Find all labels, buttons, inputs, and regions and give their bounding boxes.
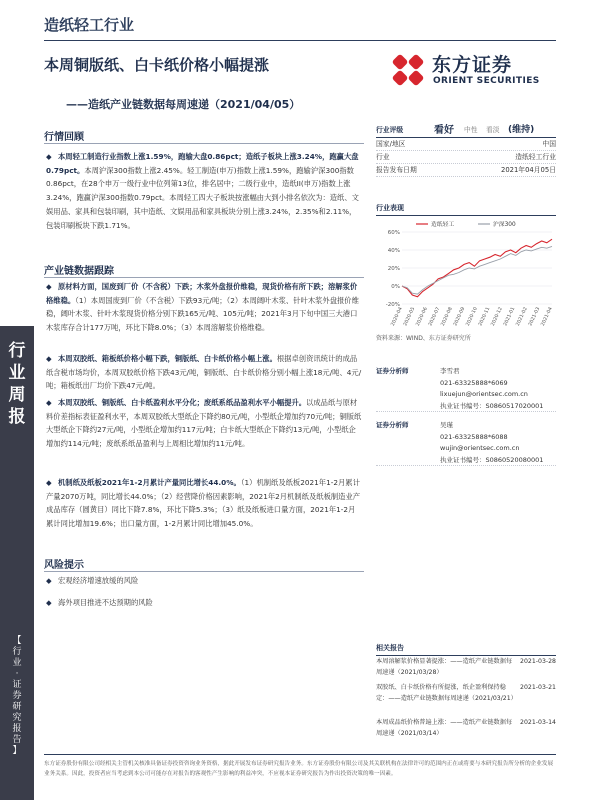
review-lead: 本周轻工制造行业指数上涨1.59%，跑输大盘0.86pct；造纸子板块上涨3.24%，跑赢大盘0.79pct。 [46,152,359,175]
chain-paragraph-1 [46,280,362,335]
analyst-cert: 执业证书编号：S0860520080001 [440,455,544,464]
side-foot-label [0,636,34,757]
chain-lead: 原材料方面，国废到厂价（不含税）下跌；木浆外盘报价维稳，现货价格有所下跌；溶解浆价格维稳。 [46,282,358,305]
analyst-row [376,432,556,444]
section-rule [44,277,364,278]
meta-key: 报告发布日期 [376,166,417,174]
meta-value: 造纸轻工行业 [515,153,556,161]
meta-key: 行业 [376,153,390,161]
risk-item [46,574,362,588]
chain-paragraph-4 [46,476,362,531]
related-report-date: 2021-03-28 [520,658,556,665]
related-report-date: 2021-03-21 [520,684,556,691]
analyst-card [376,420,556,466]
bullet-icon: ◆ [46,282,52,291]
analyst-row [376,443,556,455]
analyst-role: 证券分析师 [376,421,409,429]
performance-chart [376,216,556,334]
y-tick-label: 0% [391,284,400,290]
meta-row [376,151,556,164]
rating-label: 行业评级 [376,125,404,134]
x-tick-label: 2020-10 [465,306,479,328]
meta-value: 中国 [542,140,556,148]
rating-value: 看好 [434,125,454,136]
x-tick-label: 2021-04 [540,306,554,328]
risk-text: 海外项目推进不达预期的风险 [58,598,153,607]
brand-name-en: ORIENT SECURITIES [433,76,540,86]
bullet-icon: ◆ [46,478,52,487]
y-tick-label: 60% [387,230,400,236]
risk-item [46,596,362,610]
rating-box [376,120,556,177]
chart-source: 资料来源：WIND、东方证券研究所 [376,335,471,342]
bullet-icon: ◆ [46,354,52,363]
x-tick-label: 2020-12 [490,306,504,328]
analyst-email[interactable]: lixuejun@orientsec.com.cn [440,390,528,398]
analyst-cert: 执业证书编号：S0860517020001 [440,401,544,410]
header-divider [44,40,556,41]
section-rule [44,571,364,572]
analyst-row [376,401,556,413]
chain-text: （1）本周国废到厂价（不含税）下跌93元/吨；（2）本周阔叶木浆、针叶木浆外盘报价维稳，阔叶木浆、针叶木浆现货价格分别下跌165元/吨、105元/吨；2021年3月下旬中国三大港口木浆库存合计177万吨，环比下降8.0%；（3）本周溶解浆价格维稳。 [46,295,359,333]
chain-lead: 机制纸及纸板2021年1-2月累计产量同比增长44.0%。 [58,478,241,487]
chain-text: 根据卓创资讯统计的成品纸含税市场均价，本周双胶纸价格下跌43元/吨，铜版纸、白卡纸价格分别小幅上涨18元/吨、4元/吨；箱板纸出厂均价下跌47元/吨。 [46,354,362,391]
side-tab-label [0,340,34,428]
related-report[interactable] [376,656,556,678]
meta-key: 国家/地区 [376,140,406,148]
y-tick-label: 20% [387,266,400,272]
series-line-1 [402,246,552,294]
bullet-icon: ◆ [46,576,52,585]
side-tab-text: 行 业 周 报 [8,341,26,427]
x-tick-label: 2021-02 [515,306,529,328]
report-subtitle: ——造纸产业链数据每周速递（2021/04/05） [66,98,301,111]
rating-bearish: 看淡 [486,125,500,134]
analyst-row [376,389,556,401]
rating-keep: (维持) [508,125,535,135]
related-report-date: 2021-03-14 [520,719,556,726]
section-rule [44,143,364,144]
x-tick-label: 2020-04 [390,306,404,328]
analyst-card [376,366,556,412]
x-tick-label: 2021-03 [528,306,542,328]
bullet-icon: ◆ [46,598,52,607]
analyst-row [376,455,556,467]
analyst-role: 证券分析师 [376,367,409,375]
section-title-review: 行情回顾 [44,132,84,143]
section-title-risk: 风险提示 [44,560,84,571]
bullet-icon: ◆ [46,398,52,407]
legend-label: 造纸轻工 [431,222,455,228]
analyst-email[interactable]: wujin@orientsec.com.cn [440,444,520,452]
rating-neutral: 中性 [464,125,478,134]
analyst-name: 吴瑾 [440,421,453,429]
brand-name-cn: 东方证券 [432,54,513,76]
x-tick-label: 2021-01 [503,306,517,328]
related-report[interactable] [376,717,556,739]
meta-row [376,138,556,151]
x-tick-label: 2020-09 [453,306,467,328]
chain-text: 以成品纸与原材料价差指标表征盈利水平，本周双胶纸大型纸企下降约80元/吨，小型纸企增加约70元/吨；铜版纸大型纸企下降约27元/吨，小型纸企增加约117元/吨；白卡纸大型纸企下降约13元/吨，小型纸企增加约114元/吨；废纸系纸品盈利与上周相比增加约11元/吨。 [46,398,362,449]
analyst-phone: 021-63325888*6088 [440,432,508,441]
related-title: 相关报告 [376,643,556,656]
x-tick-label: 2020-11 [478,306,492,328]
performance-title: 行业表现 [376,203,556,216]
analyst-row [376,378,556,390]
analyst-row [376,366,556,378]
x-tick-label: 2020-08 [440,306,454,328]
related-report[interactable] [376,682,556,704]
chain-paragraph-3 [46,396,362,451]
analyst-phone: 021-63325888*6069 [440,378,508,387]
x-tick-label: 2020-05 [403,306,417,328]
review-paragraph [46,150,362,232]
related-report-title[interactable]: 本周成品纸价格普遍上涨：——造纸产业链数据每周速递（2021/03/14） [376,719,513,737]
disclaimer-divider [44,754,556,755]
chain-lead: 本周双胶纸、铜版纸、白卡纸盈利水平分化；废纸系纸品盈利水平小幅提升。 [58,398,307,407]
analyst-name: 李雪君 [440,367,460,375]
legend-label: 沪深300 [493,222,516,228]
risk-text: 宏观经济增速放缓的风险 [58,576,139,585]
y-tick-label: 40% [387,248,400,254]
chain-lead: 本周双胶纸、箱板纸价格小幅下跌，铜版纸、白卡纸价格小幅上涨。 [58,354,277,363]
meta-row [376,164,556,177]
report-title: 本周铜版纸、白卡纸价格小幅提涨 [44,56,270,74]
rating-row [376,120,556,138]
x-tick-label: 2020-06 [415,306,429,328]
industry-tag: 造纸轻工行业 [44,16,135,34]
side-foot-text: 【 行 业 · 证 券 研 究 报 告 】 [12,636,22,756]
related-report-title[interactable]: 双胶纸、白卡纸价格有所提涨，纸企盈利保持稳定：——造纸产业链数据每周速递（2021/03/21） [376,684,517,702]
chain-paragraph-2 [46,352,362,393]
bullet-icon: ◆ [46,152,52,161]
chain-text: （1）机制纸及纸板2021年1-2月累计产量2070万吨，同比增长44.0%；（2）经营降价格因素影响，2021年2月机制纸及纸板制造业产成品库存（圆黄目）同比下降7.8%，环比下降5.3%；（3）纸及纸板进口量方面，2021年1-2月累计同比增加19.6%；出口量方面，1-2月累计同比增加45.0%。 [46,478,361,529]
section-title-chain: 产业链数据跟踪 [44,266,114,277]
y-tick-label: -20% [385,302,400,308]
disclaimer: 东方证券股份有限公司经相关主管机关核准具备证券投资咨询业务资格，据此开展发布证券研究报告业务。东方证券股份有限公司及其关联机构在法律许可的范围内正在或将要与本研究报告所分析的企业发展业务关系。因此，投资者应当考虑到本公司可能存在对报告的客观性产生影响的利益冲突，不应视本证券研究报告为作出投资决策的唯一因素。 [44,761,554,777]
related-report-title[interactable]: 本周溶解浆价格显著提涨：——造纸产业链数据每周速递（2021/03/28） [376,658,513,676]
meta-value: 2021年04月05日 [501,166,556,174]
x-tick-label: 2020-07 [428,306,442,328]
analyst-row [376,420,556,432]
review-text: 本周沪深300指数上涨2.45%。轻工制造(申万)指数上涨1.59%，跑输沪深300指数0.86pct，在28个申万一级行业中位列第13位，排名居中；二级行业中，造纸II(申万)指数上涨3.24%，跑赢沪深300指数0.79pct。本周轻工四大子板块按涨幅由大到小排名依次为：造纸、文娱用品、家具和包装印刷，其中造纸、文娱用品和家具板块分别上涨3.24%，2.35%和2.11%，包装印刷板块下跌1.71%。 [46,165,359,230]
